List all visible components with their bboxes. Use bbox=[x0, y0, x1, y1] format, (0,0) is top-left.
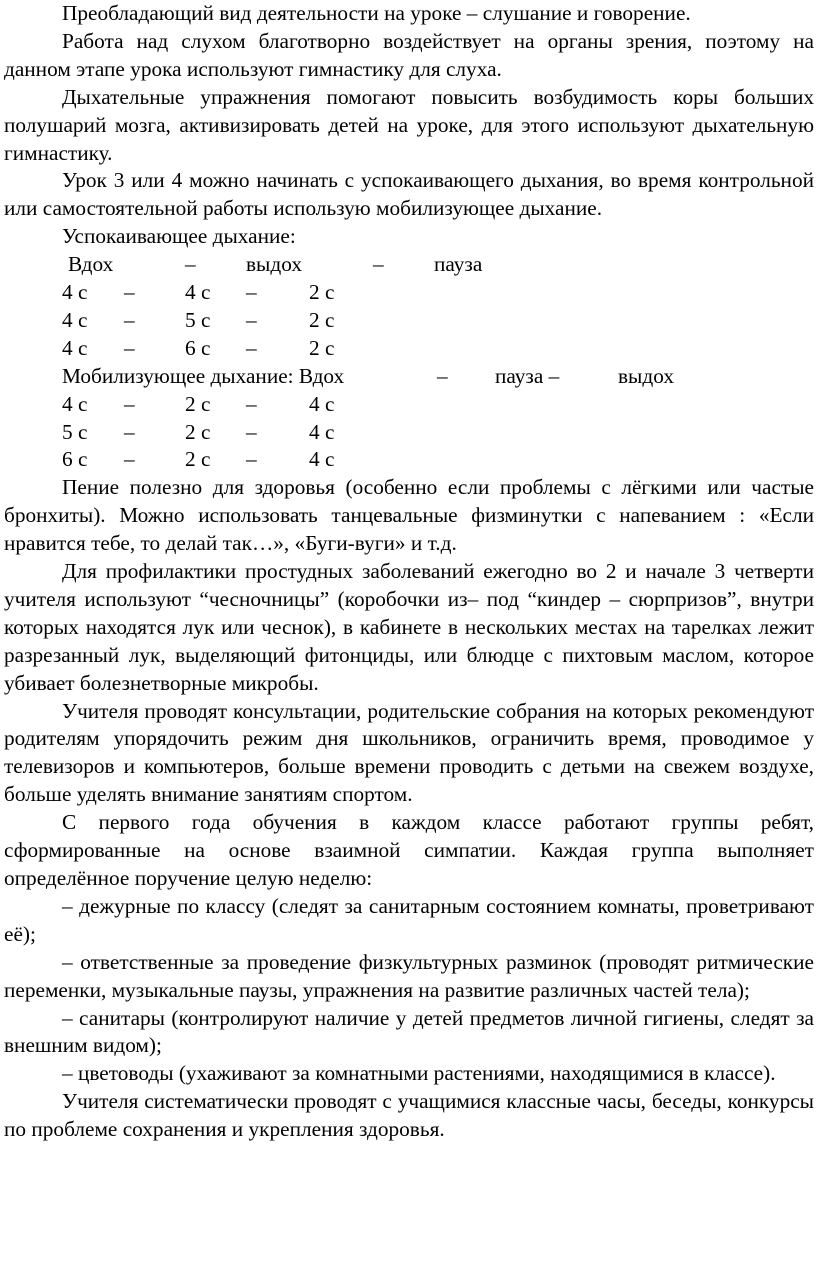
calming-row bbox=[4, 279, 814, 307]
calming-header-dash-1: – bbox=[185, 252, 196, 277]
mobilizing-cell: – bbox=[124, 447, 135, 472]
calming-cell: – bbox=[124, 307, 135, 332]
mobilizing-cell: 2 с bbox=[185, 391, 211, 416]
calming-cell: – bbox=[246, 280, 257, 305]
list-item-sanitary: – санитары (контролируют наличие у детей предметов личной гигиены, следят за внешним видом); bbox=[4, 1005, 814, 1058]
mobilizing-cell: 2 с bbox=[185, 447, 211, 472]
paragraph-consultations: Учителя проводят консультации, родительские собрания на которых рекомендуют родителям упорядочить режим дня школьников, ограничить время, проводимое у телевизоров и компьютеров, больше времени проводить с детьми на свежем воздухе, больше уделять внимание занятиям спортом. bbox=[4, 698, 814, 807]
mobilizing-header-dash: – bbox=[437, 363, 448, 388]
calming-cell: 6 с bbox=[185, 335, 211, 360]
mobilizing-cell: 4 с bbox=[62, 391, 88, 416]
list-item-plants: – цветоводы (ухаживают за комнатными растениями, находящимися в классе). bbox=[62, 1061, 776, 1086]
calming-row bbox=[4, 307, 814, 335]
calming-cell: – bbox=[246, 335, 257, 360]
calming-cell: 2 с bbox=[309, 335, 335, 360]
calming-cell: – bbox=[246, 307, 257, 332]
mobilizing-cell: – bbox=[246, 391, 257, 416]
mobilizing-cell: 4 с bbox=[309, 391, 335, 416]
mobilizing-cell: – bbox=[124, 391, 135, 416]
calming-cell: 2 с bbox=[309, 280, 335, 305]
mobilizing-row bbox=[4, 446, 814, 474]
mobilizing-header-exhale: выдох bbox=[618, 363, 674, 388]
list-item-duty: – дежурные по классу (следят за санитарным состоянием комнаты, проветривают её); bbox=[4, 893, 814, 946]
calming-cell: 4 с bbox=[62, 307, 88, 332]
calming-cell: 2 с bbox=[309, 307, 335, 332]
calming-breathing-title: Успокаивающее дыхание: bbox=[62, 224, 296, 249]
mobilizing-header-title: Мобилизующее дыхание: Вдох bbox=[62, 363, 345, 388]
calming-header-exhale: выдох bbox=[246, 252, 302, 277]
calming-header-inhale: Вдох bbox=[68, 252, 114, 277]
calming-cell: – bbox=[124, 335, 135, 360]
paragraph-singing: Пение полезно для здоровья (особенно если проблемы с лёгкими или частые бронхиты). Можно использовать танцевальные физминутки с напеванием : «Если нравится тебе, то делай так…», «Буги-вуги» и т.д. bbox=[4, 475, 814, 556]
calming-cell: 4 с bbox=[62, 335, 88, 360]
calming-cell: – bbox=[124, 280, 135, 305]
paragraph-lesson-breathing: Урок 3 или 4 можно начинать с успокаивающего дыхания, во время контрольной или самостоятельной работы использую мобилизующее дыхание. bbox=[4, 168, 814, 221]
paragraph-hearing: Работа над слухом благотворно воздействует на органы зрения, поэтому на данном этапе урока используют гимнастику для слуха. bbox=[4, 28, 814, 81]
mobilizing-cell: – bbox=[246, 447, 257, 472]
mobilizing-cell: 4 с bbox=[309, 447, 335, 472]
mobilizing-header-pause: пауза – bbox=[495, 363, 560, 388]
paragraph-class-hours: Учителя систематически проводят с учащимися классные часы, беседы, конкурсы по проблеме сохранения и укрепления здоровья. bbox=[4, 1089, 814, 1142]
paragraph-groups: С первого года обучения в каждом классе работают группы ребят, сформированные на основе взаимной симпатии. Каждая группа выполняет определённое поручение целую неделю: bbox=[4, 810, 814, 890]
mobilizing-cell: 2 с bbox=[185, 419, 211, 444]
calming-row bbox=[4, 335, 814, 363]
mobilizing-cell: – bbox=[246, 419, 257, 444]
calming-header-row bbox=[4, 251, 814, 279]
paragraph-breathing-exercises: Дыхательные упражнения помогают повысить возбудимость коры больших полушарий мозга, активизировать детей на уроке, для этого используют дыхательную гимнастику. bbox=[4, 84, 814, 165]
mobilizing-cell: 6 с bbox=[62, 447, 88, 472]
calming-header-dash-2: – bbox=[373, 252, 384, 277]
calming-header-pause: пауза bbox=[434, 252, 483, 277]
mobilizing-header-row bbox=[4, 363, 814, 391]
mobilizing-row bbox=[4, 391, 814, 419]
mobilizing-cell: 5 с bbox=[62, 419, 88, 444]
paragraph-prevention: Для профилактики простудных заболеваний ежегодно во 2 и начале 3 четверти учителя используют “чесночницы” (коробочки из– под “киндер – сюрпризов”, внутри которых находятся лук или чеснок), в кабинете в нескольких местах на тарелках лежит разрезанный лук, выделяющий фитонциды, или блюдце с пихтовым маслом, которое убивает болезнетворные микробы. bbox=[4, 559, 814, 695]
mobilizing-cell: 4 с bbox=[309, 419, 335, 444]
mobilizing-row bbox=[4, 419, 814, 447]
document-page bbox=[4, 0, 814, 1144]
mobilizing-cell: – bbox=[124, 419, 135, 444]
paragraph-activity: Преобладающий вид деятельности на уроке – слушание и говорение. bbox=[62, 1, 691, 25]
calming-cell: 4 с bbox=[185, 280, 211, 305]
list-item-warmups: – ответственные за проведение физкультурных разминок (проводят ритмические переменки, музыкальные паузы, упражнения на развитие различных частей тела); bbox=[4, 949, 814, 1002]
calming-cell: 5 с bbox=[185, 307, 211, 332]
calming-cell: 4 с bbox=[62, 280, 88, 305]
